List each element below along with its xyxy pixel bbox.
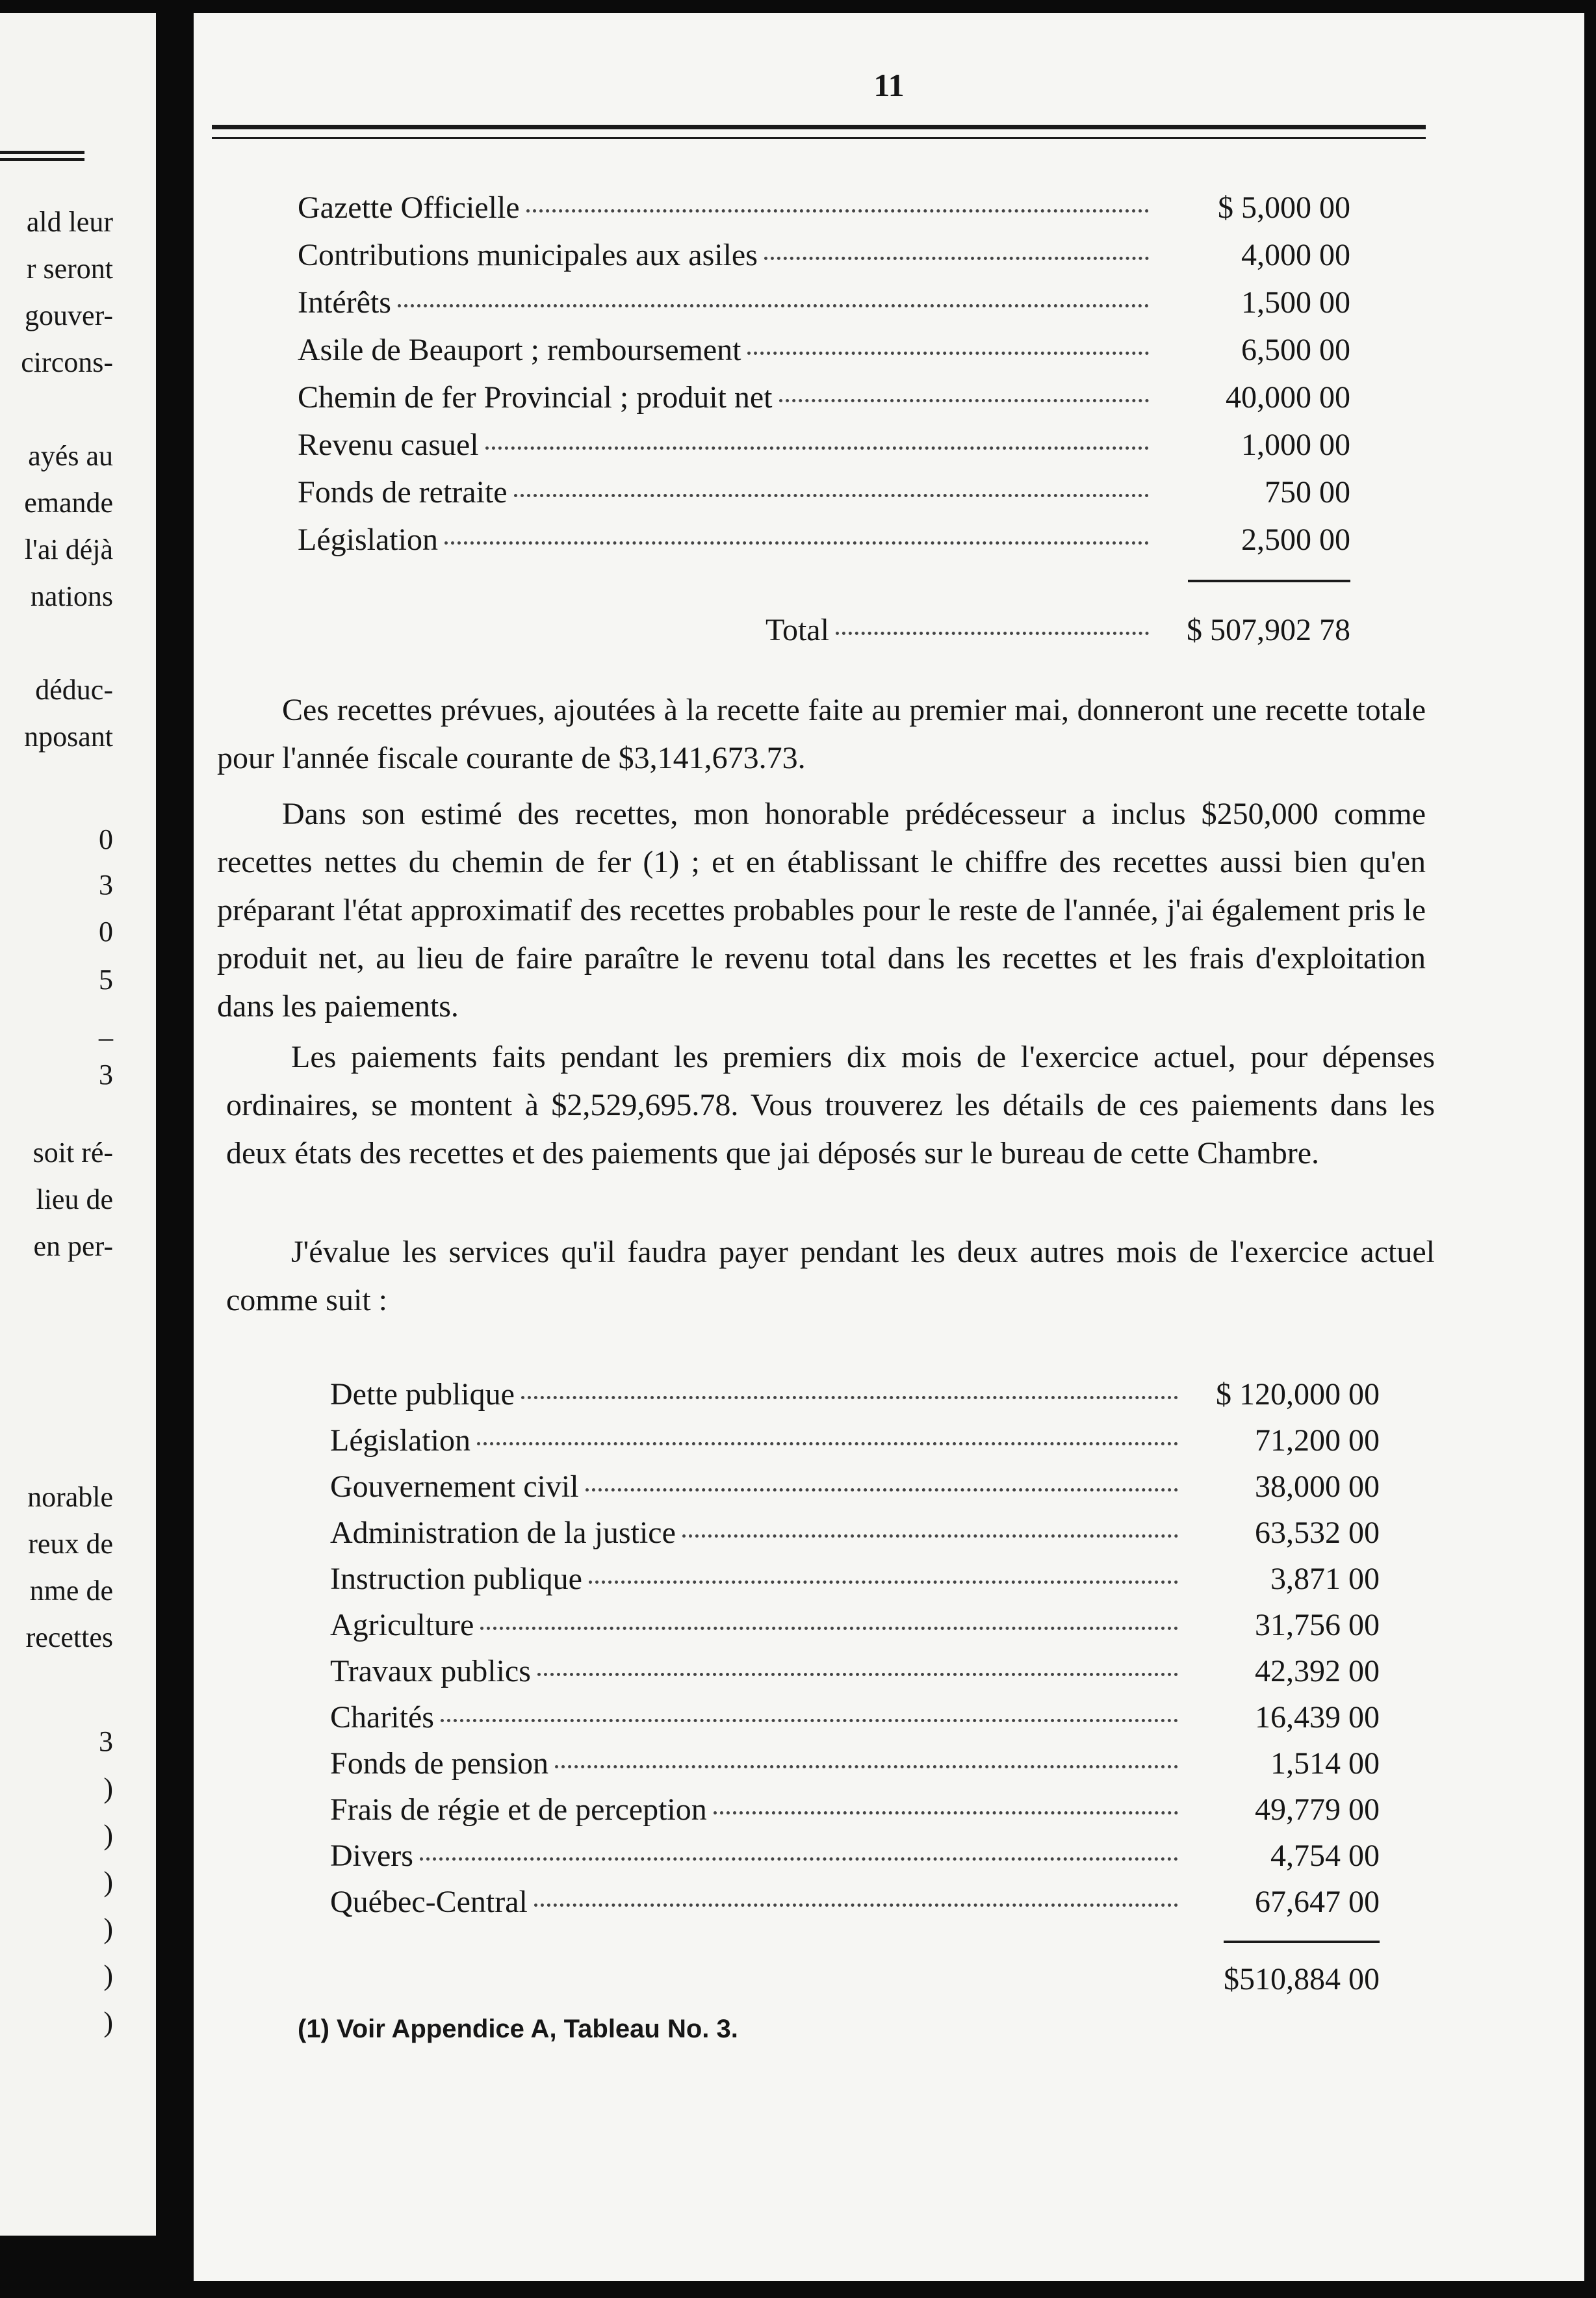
- footnote: (1) Voir Appendice A, Tableau No. 3.: [298, 2015, 738, 2043]
- payment-amount: 63,532 00: [1255, 1516, 1380, 1550]
- left-page-fragment: 0: [99, 916, 113, 948]
- left-page-fragment: r seront: [26, 253, 113, 285]
- left-page-rule: [0, 151, 84, 161]
- left-page-fragment: ): [103, 1772, 113, 1804]
- left-page-fragment: 3: [99, 869, 113, 901]
- payment-row: [330, 1785, 1380, 1827]
- receipt-row: [298, 468, 1350, 510]
- header-rule: [212, 125, 1426, 139]
- leader-dots: [682, 1503, 1178, 1538]
- receipt-label: Revenu casuel: [298, 428, 479, 462]
- left-page-fragment: ): [103, 1959, 113, 1991]
- receipt-label: Législation: [298, 523, 438, 557]
- payment-amount: 1,514 00: [1270, 1746, 1380, 1781]
- payment-amount: 3,871 00: [1270, 1562, 1380, 1596]
- paragraph-4: J'évalue les services qu'il faudra payer pendant les deux autres mois de l'exercice actuel comme suit :: [226, 1235, 1435, 1317]
- leader-dots: [420, 1826, 1178, 1861]
- payments-total-amount: $510,884 00: [1224, 1962, 1380, 1996]
- leader-dots: [477, 1411, 1178, 1445]
- payment-label: Divers: [330, 1839, 413, 1873]
- leader-dots: [537, 1642, 1178, 1676]
- left-page-fragment: soit ré-: [32, 1137, 113, 1168]
- receipts-total-amount: $ 507,902 78: [1187, 613, 1350, 647]
- leader-dots: [534, 1872, 1178, 1907]
- payment-label: Travaux publics: [330, 1654, 531, 1688]
- payment-amount: $ 120,000 00: [1216, 1377, 1380, 1412]
- leader-dots: [747, 320, 1149, 355]
- payment-amount: 4,754 00: [1270, 1839, 1380, 1873]
- left-page-fragment: ald leur: [26, 206, 113, 238]
- left-page-fragment: gouver-: [25, 300, 113, 331]
- payment-row: [330, 1555, 1380, 1597]
- left-page-fragment: recettes: [25, 1621, 113, 1653]
- leader-dots: [514, 463, 1149, 497]
- receipt-amount: $ 5,000 00: [1218, 190, 1350, 225]
- payment-row: [330, 1739, 1380, 1781]
- receipts-total-row: [766, 606, 1350, 648]
- payment-row: [330, 1508, 1380, 1551]
- leader-dots: [555, 1734, 1178, 1768]
- left-page-fragment: _: [99, 1012, 113, 1044]
- paragraph-2: Dans son estimé des recettes, mon honorable prédécesseur a inclus $250,000 comme recettes nettes du chemin de fer (1) ; et en établissant le chiffre des recettes aussi bien qu'en préparant l'état approximatif des recettes probables pour le reste de l'année, j'ai également pris le produit net, au lieu de faire paraître le revenu total dans les recettes et les frais d'exploitation dans les paiements.: [217, 797, 1426, 1024]
- receipt-amount: 40,000 00: [1226, 380, 1350, 415]
- payment-amount: 42,392 00: [1255, 1654, 1380, 1688]
- left-page-fragment: ): [103, 1819, 113, 1851]
- receipt-row: [298, 183, 1350, 226]
- left-page-fragment: 5: [99, 964, 113, 996]
- receipt-amount: 1,500 00: [1241, 285, 1350, 320]
- left-page-fragment: 3: [99, 1725, 113, 1757]
- payment-label: Québec-Central: [330, 1885, 528, 1919]
- receipt-amount: 6,500 00: [1241, 333, 1350, 367]
- payments-sum-rule: [1224, 1941, 1380, 1943]
- leader-dots: [764, 226, 1149, 260]
- payment-row: [330, 1416, 1380, 1458]
- left-page-fragment: nme de: [29, 1575, 113, 1607]
- receipt-row: [298, 373, 1350, 415]
- left-page-fragment: 3: [99, 1059, 113, 1091]
- leader-dots: [398, 273, 1149, 307]
- leader-dots: [714, 1780, 1178, 1814]
- payment-row: [330, 1831, 1380, 1874]
- payment-label: Frais de régie et de perception: [330, 1792, 707, 1827]
- payment-amount: 16,439 00: [1255, 1700, 1380, 1735]
- left-page-fragment: 0: [99, 823, 113, 855]
- receipt-row: [298, 231, 1350, 273]
- payment-label: Instruction publique: [330, 1562, 582, 1596]
- payment-label: Fonds de pension: [330, 1746, 548, 1781]
- left-page-fragment: déduc-: [35, 674, 113, 706]
- payment-row: [330, 1601, 1380, 1643]
- left-page-fragment: norable: [27, 1481, 113, 1513]
- payments-total-row: [1142, 1961, 1380, 1997]
- leader-dots: [589, 1549, 1178, 1584]
- leader-dots: [441, 1688, 1178, 1722]
- receipt-row: [298, 420, 1350, 463]
- receipt-row: [298, 515, 1350, 558]
- receipt-amount: 1,000 00: [1241, 428, 1350, 462]
- leader-dots: [526, 178, 1149, 213]
- leader-dots: [444, 510, 1149, 545]
- left-page-fragment: en per-: [33, 1230, 113, 1262]
- payment-label: Charités: [330, 1700, 434, 1735]
- paragraph-1: Ces recettes prévues, ajoutées à la recette faite au premier mai, donneront une recette totale pour l'année fiscale courante de $3,141,673.73.: [217, 693, 1426, 775]
- receipt-label: Intérêts: [298, 285, 391, 320]
- receipts-total-label: Total: [766, 613, 829, 647]
- payment-amount: 49,779 00: [1255, 1792, 1380, 1827]
- payment-label: Législation: [330, 1423, 470, 1458]
- receipts-sum-rule: [1188, 580, 1350, 582]
- payment-label: Dette publique: [330, 1377, 515, 1412]
- payment-row: [330, 1370, 1380, 1412]
- payment-label: Agriculture: [330, 1608, 474, 1642]
- left-page-fragment: circons-: [21, 346, 113, 378]
- left-page-fragment: nposant: [24, 721, 113, 753]
- payment-amount: 67,647 00: [1255, 1885, 1380, 1919]
- receipt-amount: 4,000 00: [1241, 238, 1350, 272]
- left-page-fragment: reux de: [28, 1528, 113, 1560]
- page-number: 11: [873, 67, 905, 103]
- payment-label: Administration de la justice: [330, 1516, 676, 1550]
- payment-row: [330, 1462, 1380, 1504]
- receipt-row: [298, 326, 1350, 368]
- left-page-fragment: nations: [30, 580, 113, 612]
- left-page-fragment: ayés au: [28, 440, 113, 472]
- receipt-amount: 2,500 00: [1241, 523, 1350, 557]
- leader-dots: [480, 1595, 1178, 1630]
- receipt-label: Asile de Beauport ; remboursement: [298, 333, 741, 367]
- left-page-fragment: ): [103, 1866, 113, 1898]
- left-page-fragment: lieu de: [36, 1183, 113, 1215]
- payment-amount: 31,756 00: [1255, 1608, 1380, 1642]
- left-page-fragment: l'ai déjà: [24, 534, 113, 565]
- payment-amount: 38,000 00: [1255, 1469, 1380, 1504]
- page: [194, 13, 1584, 2281]
- leader-dots: [586, 1457, 1178, 1491]
- receipt-row: [298, 278, 1350, 320]
- left-facing-page: [0, 13, 156, 2236]
- payment-row: [330, 1647, 1380, 1689]
- leader-dots: [779, 368, 1150, 402]
- leader-dots: [485, 415, 1149, 450]
- payment-amount: 71,200 00: [1255, 1423, 1380, 1458]
- payment-label: Gouvernement civil: [330, 1469, 579, 1504]
- receipt-label: Chemin de fer Provincial ; produit net: [298, 380, 773, 415]
- receipt-amount: 750 00: [1265, 475, 1350, 510]
- receipt-label: Fonds de retraite: [298, 475, 508, 510]
- left-page-fragment: emande: [24, 487, 113, 519]
- receipt-label: Gazette Officielle: [298, 190, 520, 225]
- left-page-fragment: ): [103, 1913, 113, 1944]
- receipt-label: Contributions municipales aux asiles: [298, 238, 758, 272]
- left-page-fragment: ): [103, 2006, 113, 2038]
- payment-row: [330, 1693, 1380, 1735]
- leader-dots: [521, 1365, 1178, 1399]
- payment-row: [330, 1878, 1380, 1920]
- paragraph-3: Les paiements faits pendant les premiers dix mois de l'exercice actuel, pour dépenses ordinaires, se montent à $2,529,695.78. Vous trouverez les détails de ces paiements dans les deux états des recettes et des paiements que jai déposés sur le bureau de cette Chambre.: [226, 1040, 1435, 1170]
